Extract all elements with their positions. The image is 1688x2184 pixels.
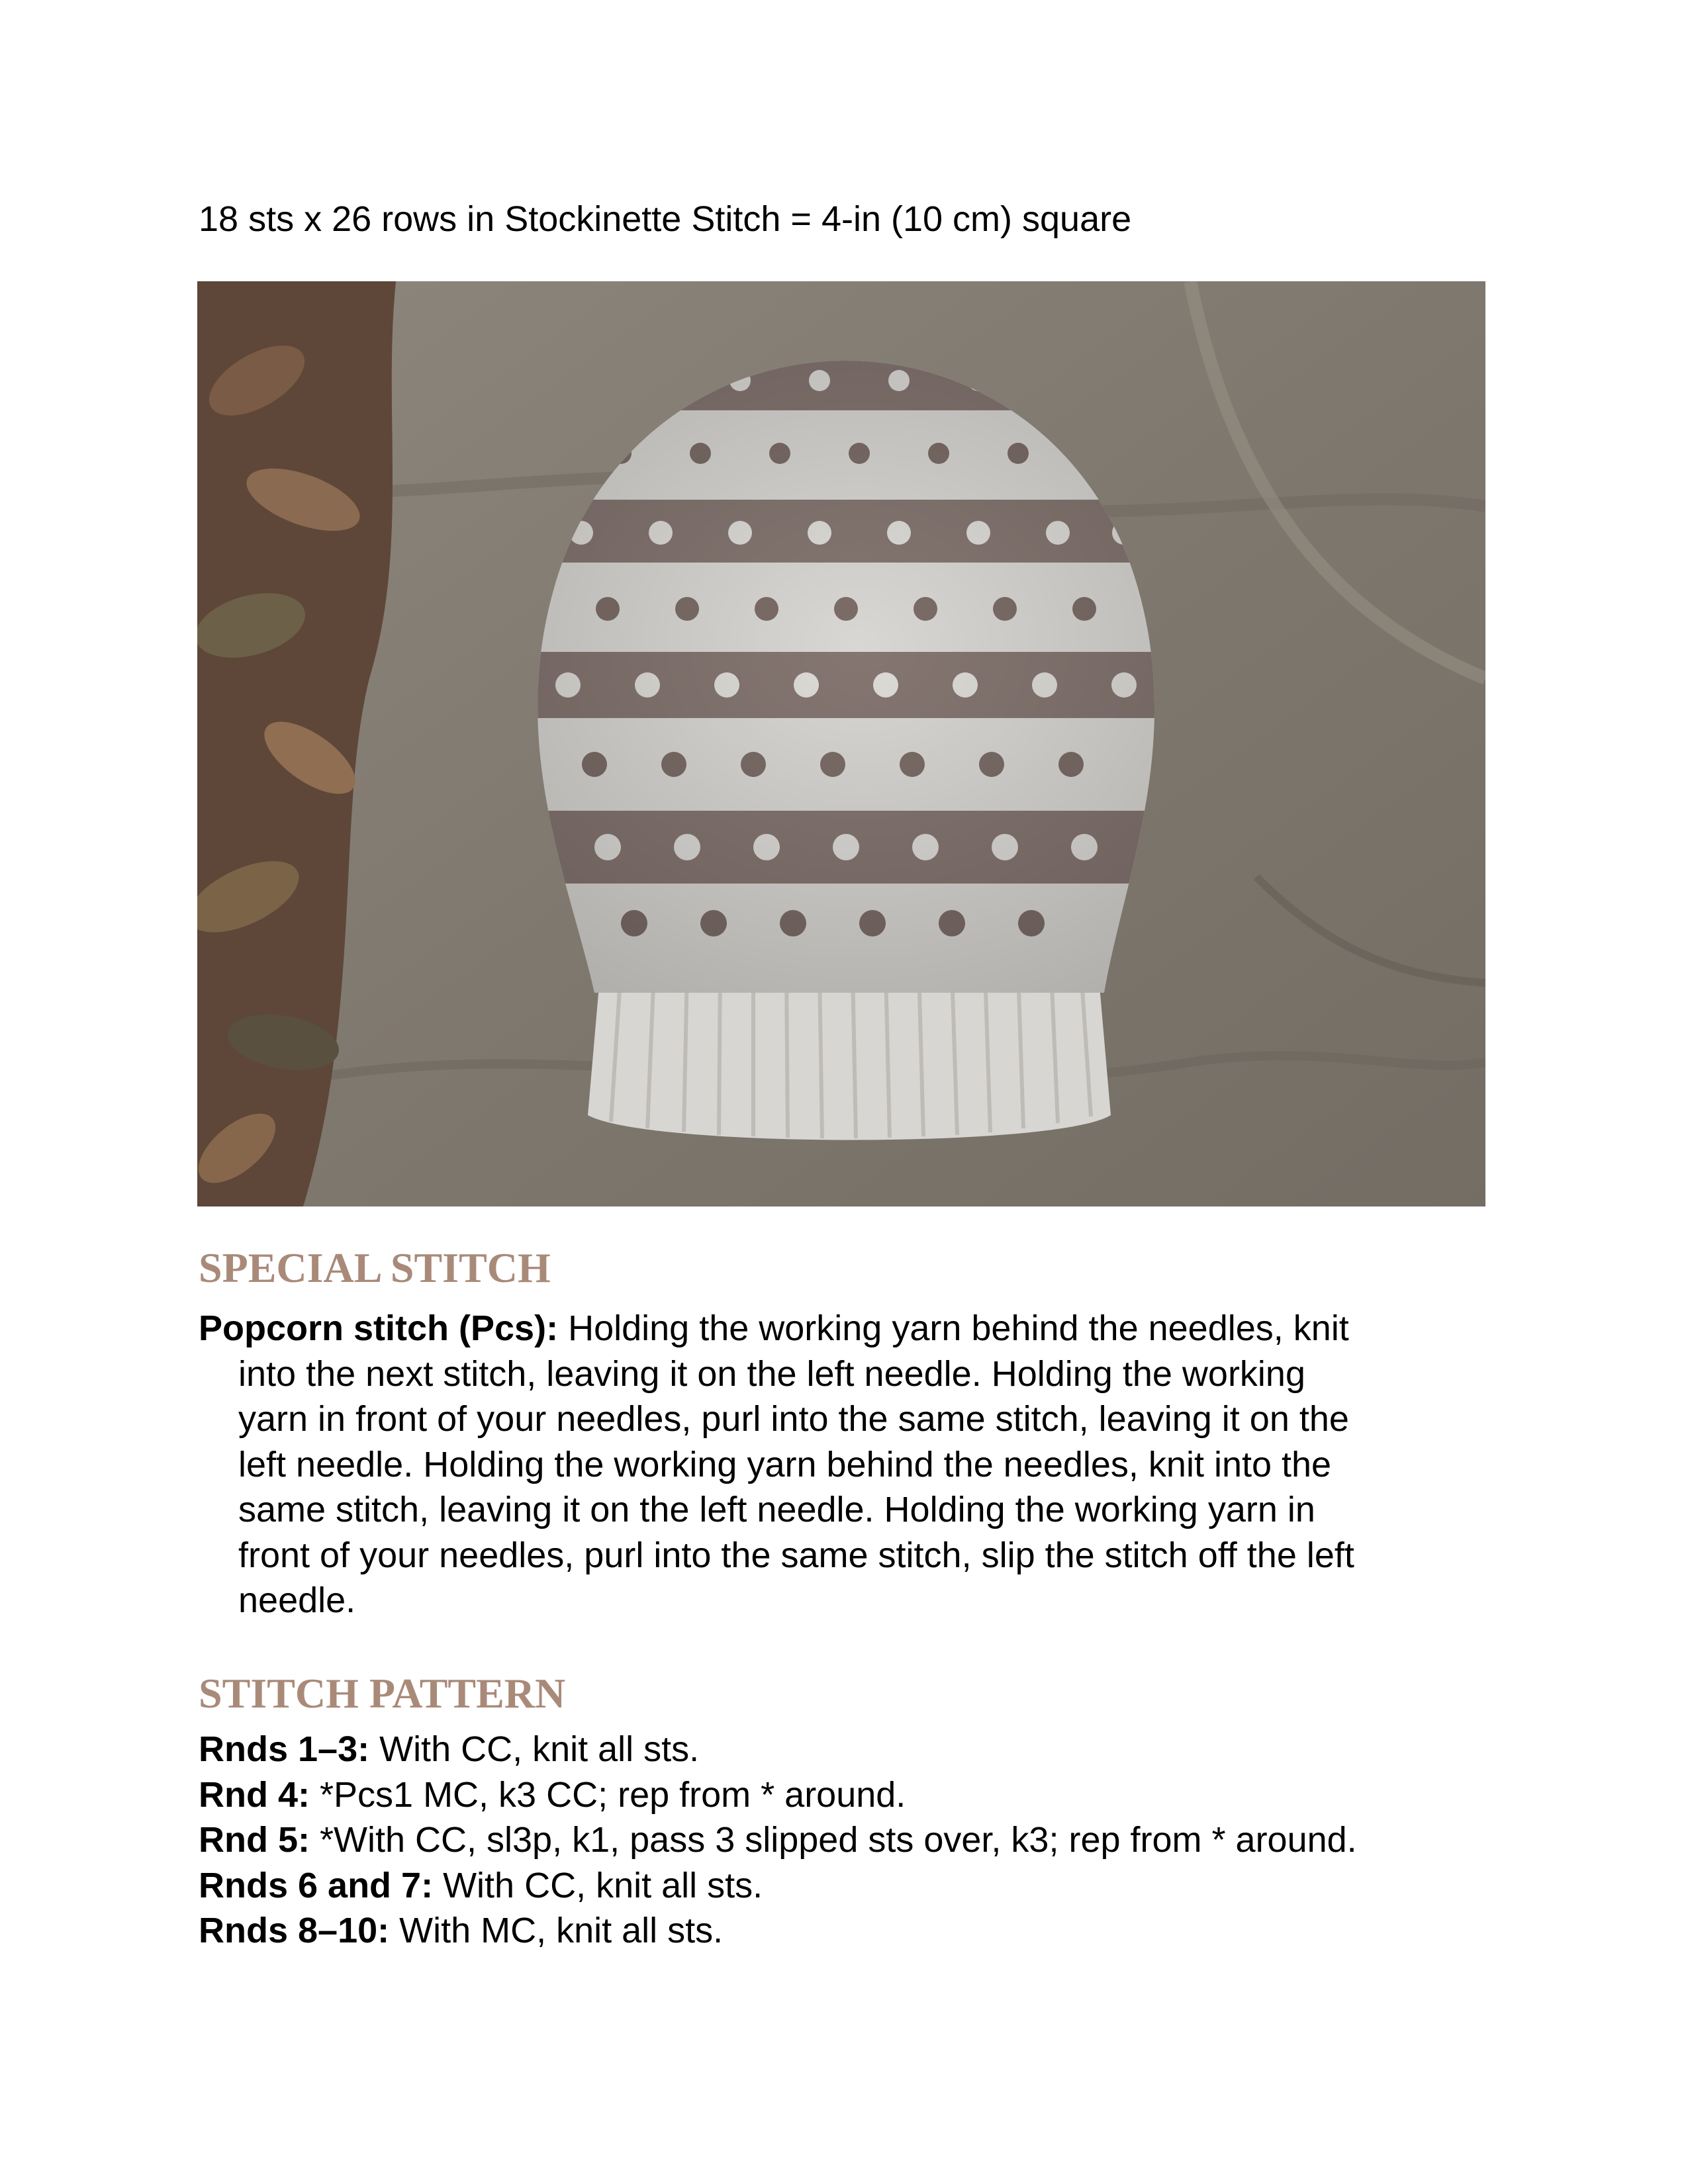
round-label: Rnds 6 and 7:	[199, 1865, 434, 1905]
round-row	[199, 1772, 1357, 1818]
description-line: into the next stitch, leaving it on the left needle. Holding the working	[238, 1353, 1305, 1394]
description-line: left needle. Holding the working yarn behind the needles, knit into the	[238, 1444, 1332, 1484]
knit-hat-photo-icon	[197, 281, 1485, 1206]
popcorn-stitch-description	[199, 1306, 1354, 1623]
description-line: needle.	[238, 1580, 356, 1620]
gauge-text: 18 sts x 26 rows in Stockinette Stitch = 4-in (10 cm) square	[199, 199, 1132, 239]
round-text: *With CC, sl3p, k1, pass 3 slipped sts over, k3; rep from * around.	[310, 1820, 1357, 1860]
description-text: Holding the working yarn behind the needles, knit	[558, 1308, 1349, 1348]
round-row	[199, 1727, 1357, 1772]
popcorn-stitch-term: Popcorn stitch (Pcs):	[199, 1308, 559, 1348]
round-text: With MC, knit all sts.	[389, 1911, 724, 1950]
round-label: Rnds 8–10:	[199, 1911, 390, 1950]
round-row	[199, 1908, 1357, 1954]
description-line	[199, 1306, 1354, 1351]
round-text: With CC, knit all sts.	[369, 1729, 700, 1769]
round-label: Rnds 1–3:	[199, 1729, 370, 1769]
round-row	[199, 1817, 1357, 1863]
description-line: front of your needles, purl into the same stitch, slip the stitch off the left	[238, 1535, 1354, 1575]
round-label: Rnd 4:	[199, 1774, 310, 1815]
special-stitch-heading: SPECIAL STITCH	[199, 1244, 551, 1291]
stitch-pattern-rounds	[199, 1727, 1357, 1954]
stitch-pattern-heading: STITCH PATTERN	[199, 1670, 566, 1717]
round-label: Rnd 5:	[199, 1820, 310, 1860]
round-row	[199, 1863, 1357, 1909]
description-line: same stitch, leaving it on the left needle. Holding the working yarn in	[238, 1490, 1315, 1529]
round-text: *Pcs1 MC, k3 CC; rep from * around.	[310, 1774, 906, 1815]
description-line: yarn in front of your needles, purl into the same stitch, leaving it on the	[238, 1399, 1349, 1439]
round-text: With CC, knit all sts.	[433, 1865, 763, 1905]
hat-photo	[197, 281, 1485, 1206]
